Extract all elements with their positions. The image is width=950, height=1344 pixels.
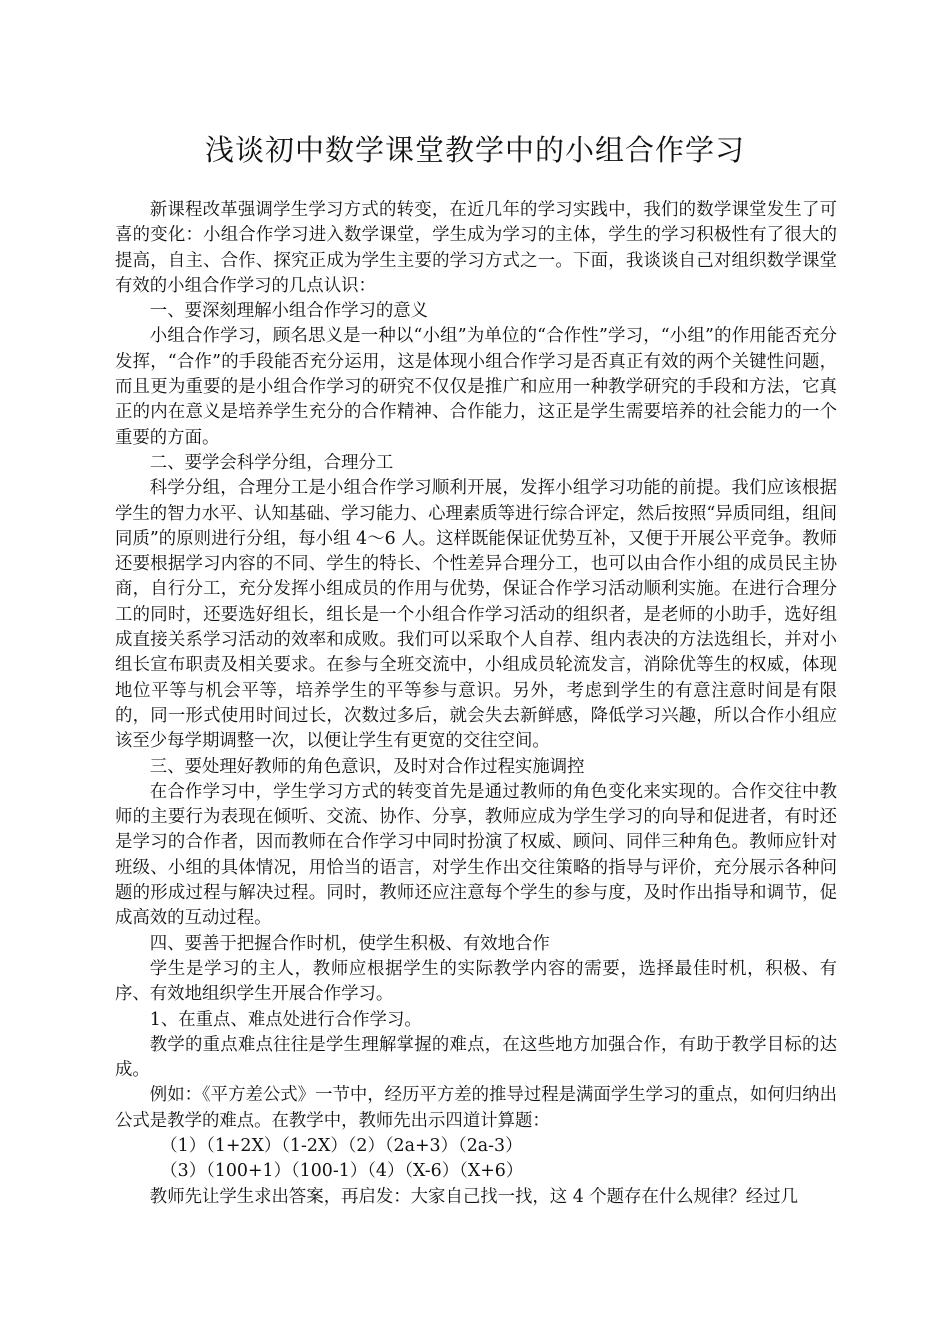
paragraph-section-2: 科学分组，合理分工是小组合作学习顺利开展，发挥小组学习功能的前提。我们应该根据学生的智力水平、认知基础、学习能力、心理素质等进行综合评定，然后按照“异质同组，组间同质”的原则进行分组，每小组 4～6 人。这样既能保证优势互补，又便于开展公平竞争。教师还要根据学习内容的不同、学生的特长、个性差异合理分工，也可以由合作小组的成员民主协商，自行分工，充分发挥小组成员的作用与优势，保证合作学习活动顺利实施。在进行合理分工的同时，还要选好组长，组长是一个小组合作学习活动的组织者，是老师的小助手，选好组成直接关系学习活动的效率和成败。我们可以采取个人自荐、组内表决的方法选组长，并对小组长宣布职责及相关要求。在参与全班交流中，小组成员轮流发言，消除优等生的权威，体现地位平等与机会平等，培养学生的平等参与意识。另外，考虑到学生的有意注意时间是有限的，同一形式使用时间过长，次数过多后，就会失去新鲜感，降低学习兴趣，所以合作小组应该至少每学期调整一次，以便让学生有更宽的交往空间。 xyxy=(115,478,837,752)
equation-line-2: （3）（100+1）（100-1）（4）（X-6）（X+6） xyxy=(160,1161,524,1182)
section-heading-1: 一、要深刻理解小组合作学习的意义 xyxy=(149,301,429,322)
section-heading-2: 二、要学会科学分组，合理分工 xyxy=(149,452,394,473)
paragraph-example: 例如：《平方差公式》一节中，经历平方差的推导过程是满面学生学习的重点，如何归纳出公式是教学的难点。在教学中，教师先出示四道计算题： xyxy=(115,1085,837,1131)
document-title: 浅谈初中数学课堂教学中的小组合作学习 xyxy=(204,133,745,167)
paragraph-subsection-1: 教学的重点难点往往是学生理解掌握的难点，在这些地方加强合作，有助于教学目标的达成。 xyxy=(115,1034,837,1081)
paragraph-intro: 新课程改革强调学生学习方式的转变，在近几年的学习实践中，我们的数学课堂发生了可喜的变化：小组合作学习进入数学课堂，学生成为学习的主体，学生的学习积极性有了很大的提高，自主、合作、探究正成为学生主要的学习方式之一。下面，我谈谈自己对组织数学课堂有效的小组合作学习的几点认识： xyxy=(115,200,837,296)
section-heading-4: 四、要善于把握合作时机，使学生积极、有效地合作 xyxy=(149,933,550,954)
equation-line-1: （1）（1+2X）（1-2X）（2）（2a+3）（2a-3） xyxy=(160,1135,523,1156)
paragraph-section-3: 在合作学习中，学生学习方式的转变首先是通过教师的角色变化来实现的。合作交往中教师的主要行为表现在倾听、交流、协作、分享，教师应成为学生学习的向导和促进者，有时还是学习的合作者，因而教师在合作学习中同时扮演了权威、顾问、同伴三种角色。教师应针对班级、小组的具体情况，用恰当的语言，对学生作出交往策略的指导与评价，充分展示各种问题的形成过程与解决过程。同时，教师还应注意每个学生的参与度，及时作出指导和调节，促成高效的互动过程。 xyxy=(115,781,837,929)
document-body xyxy=(115,198,837,1210)
paragraph-last: 教师先让学生求出答案，再启发：大家自己找一找，这 4 个题存在什么规律？经过几 xyxy=(149,1186,798,1207)
paragraph-section-1: 小组合作学习，顾名思义是一种以“小组”为单位的“合作性”学习，“小组”的作用能否充分发挥，“合作”的手段能否充分运用，这是体现小组合作学习是否真正有效的两个关键性问题，而且更为重要的是小组合作学习的研究不仅仅是推广和应用一种教学研究的手段和方法，它真正的内在意义是培养学生充分的合作精神、合作能力，这正是学生需要培养的社会能力的一个重要的方面。 xyxy=(115,326,837,448)
paragraph-section-4: 学生是学习的主人，教师应根据学生的实际教学内容的需要，选择最佳时机，积极、有序、有效地组织学生开展合作学习。 xyxy=(115,958,837,1005)
subsection-heading-1: 1、在重点、难点处进行合作学习。 xyxy=(149,1009,422,1030)
section-heading-3: 三、要处理好教师的角色意识，及时对合作过程实施调控 xyxy=(149,756,585,777)
